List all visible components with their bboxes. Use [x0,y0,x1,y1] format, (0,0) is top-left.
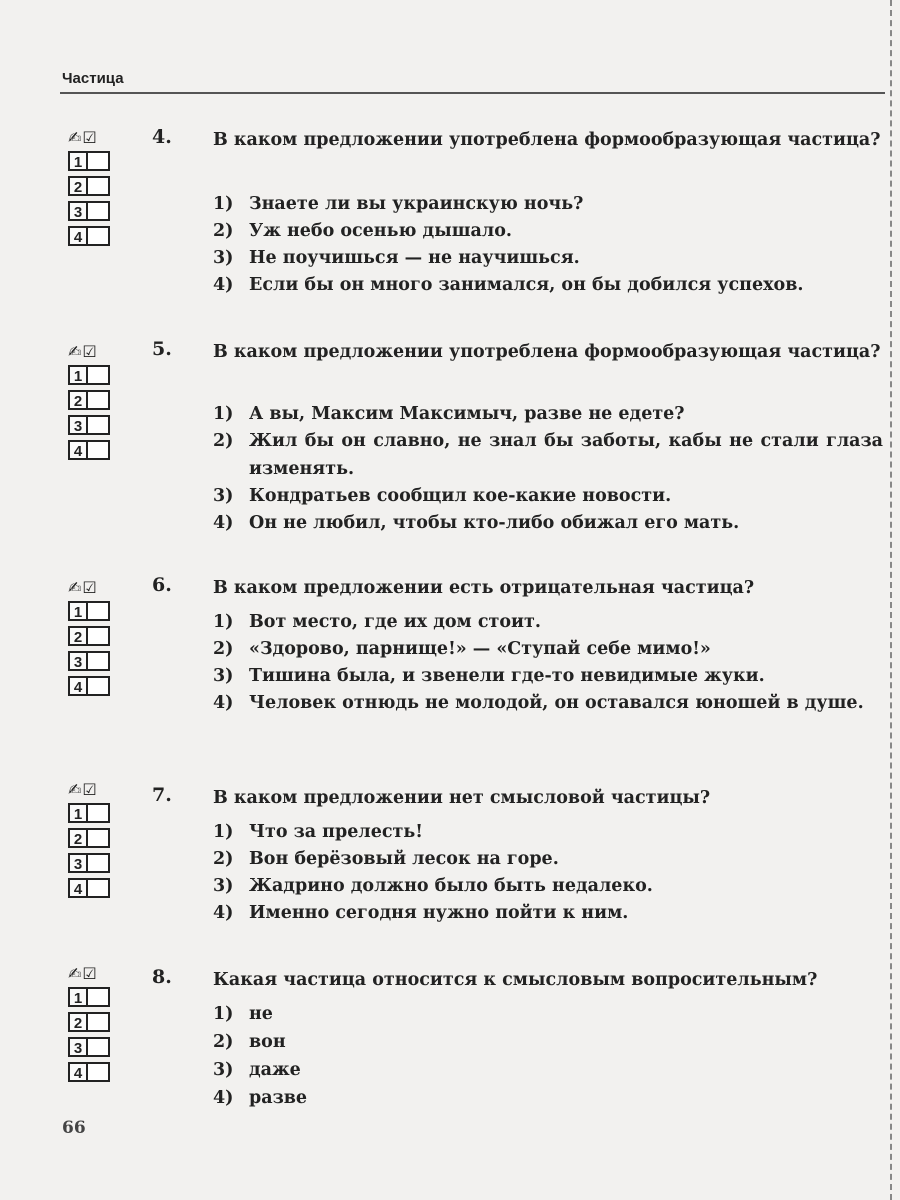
option [213,482,883,510]
option-text: Что за прелесть! [249,822,423,842]
question-text: Какая частица относится к смысловым вопросительным? [213,970,818,990]
option-text: Жадрино должно было быть недалеко. [249,876,653,896]
option-text: Уж небо осенью дышало. [249,221,512,241]
option [213,662,883,690]
question-number: 5. [152,338,172,360]
question-text: В каком предложении употреблена формообразующая частица? [213,342,881,362]
option [213,217,883,245]
option-text: не [249,1004,273,1024]
answer-checkbox-2[interactable] [88,390,110,410]
option [213,845,883,873]
answer-number: 4 [68,226,88,246]
answer-checkbox-1[interactable] [88,987,110,1007]
answer-number: 2 [68,390,88,410]
answer-checkbox-3[interactable] [88,853,110,873]
answer-number: 3 [68,415,88,435]
option [213,271,883,299]
answer-grid [68,128,128,248]
pen-check-icon: ✍☑ [68,964,98,983]
answer-number: 1 [68,803,88,823]
option [213,244,883,272]
answer-number: 3 [68,853,88,873]
answer-number: 4 [68,440,88,460]
answer-checkbox-4[interactable] [88,226,110,246]
option [213,190,883,218]
option-number: 1) [213,404,234,424]
question-text: В каком предложении есть отрицательная частица? [213,578,755,598]
option [213,1084,883,1112]
option-text: Вон берёзовый лесок на горе. [249,849,559,869]
answer-number: 1 [68,365,88,385]
option-number: 4) [213,693,234,713]
option [213,1028,883,1056]
option-text: Именно сегодня нужно пойти к ним. [249,903,629,923]
answer-checkbox-1[interactable] [88,803,110,823]
option-number: 3) [213,876,234,896]
pen-check-icon: ✍☑ [68,780,98,799]
option-text: Тишина была, и звенели где-то невидимые жуки. [249,666,765,686]
answer-number: 2 [68,828,88,848]
option [213,818,883,846]
option-number: 4) [213,513,234,533]
option-text: «Здорово, парнище!» — «Ступай себе мимо!» [249,639,711,659]
answer-number: 3 [68,1037,88,1057]
option [213,1056,883,1084]
pen-check-icon: ✍☑ [68,128,98,147]
answer-number: 4 [68,1062,88,1082]
answer-number: 2 [68,176,88,196]
answer-checkbox-4[interactable] [88,1062,110,1082]
option-number: 1) [213,822,234,842]
question-number: 4. [152,126,172,148]
answer-grid [68,342,128,462]
option-number: 2) [213,849,234,869]
option-text: А вы, Максим Максимыч, разве не едете? [249,404,685,424]
answer-number: 3 [68,651,88,671]
option-text: Человек отнюдь не молодой, он оставался юношей в душе. [249,693,864,713]
option-text: Если бы он много занимался, он бы добился успехов. [249,275,804,295]
option [213,608,883,636]
option-number: 3) [213,248,234,268]
answer-checkbox-1[interactable] [88,365,110,385]
pen-check-icon: ✍☑ [68,342,98,361]
pen-check-icon: ✍☑ [68,578,98,597]
option-number: 2) [213,639,234,659]
answer-checkbox-2[interactable] [88,176,110,196]
option-text: Не поучишься — не научишься. [249,248,580,268]
answer-grid [68,780,128,900]
option-text: Жил бы он славно, не знал бы заботы, кабы не стали глаза изменять. [249,431,883,479]
option [213,899,883,927]
page-edge [890,0,892,1200]
option-number: 2) [213,1032,234,1052]
option-text: разве [249,1088,308,1108]
question-text: В каком предложении нет смысловой частицы? [213,788,711,808]
option [213,872,883,900]
answer-checkbox-1[interactable] [88,151,110,171]
option-text: вон [249,1032,286,1052]
option-text: даже [249,1060,301,1080]
option-text: Знаете ли вы украинскую ночь? [249,194,584,214]
option-number: 3) [213,666,234,686]
question-text: В каком предложении употреблена формообразующая частица? [213,130,881,150]
header-divider [60,92,885,94]
option [213,400,883,428]
option-number: 1) [213,1004,234,1024]
option [213,689,883,717]
option-number: 4) [213,903,234,923]
option [213,427,883,483]
answer-checkbox-4[interactable] [88,440,110,460]
answer-checkbox-3[interactable] [88,651,110,671]
option-number: 2) [213,221,234,241]
section-title: Частица [62,70,124,87]
answer-checkbox-2[interactable] [88,1012,110,1032]
answer-number: 2 [68,626,88,646]
option-text: Кондратьев сообщил кое-какие новости. [249,486,672,506]
question-number: 6. [152,574,172,596]
option-number: 4) [213,1088,234,1108]
option-number: 3) [213,486,234,506]
answer-checkbox-1[interactable] [88,601,110,621]
option-number: 4) [213,275,234,295]
answer-number: 2 [68,1012,88,1032]
option-number: 2) [213,431,234,451]
answer-number: 3 [68,201,88,221]
answer-checkbox-4[interactable] [88,676,110,696]
option [213,509,883,537]
answer-checkbox-2[interactable] [88,626,110,646]
option [213,635,883,663]
question-number: 7. [152,784,172,806]
option-text: Вот место, где их дом стоит. [249,612,541,632]
option [213,1000,883,1028]
option-number: 1) [213,194,234,214]
answer-checkbox-4[interactable] [88,878,110,898]
answer-number: 1 [68,151,88,171]
answer-checkbox-3[interactable] [88,1037,110,1057]
page-number: 66 [62,1118,86,1138]
answer-number: 1 [68,601,88,621]
answer-number: 4 [68,676,88,696]
question-number: 8. [152,966,172,988]
answer-checkbox-3[interactable] [88,201,110,221]
option-text: Он не любил, чтобы кто-либо обижал его мать. [249,513,740,533]
answer-grid [68,964,128,1084]
option-number: 1) [213,612,234,632]
answer-checkbox-3[interactable] [88,415,110,435]
option-number: 3) [213,1060,234,1080]
answer-checkbox-2[interactable] [88,828,110,848]
answer-number: 1 [68,987,88,1007]
answer-number: 4 [68,878,88,898]
answer-grid [68,578,128,698]
